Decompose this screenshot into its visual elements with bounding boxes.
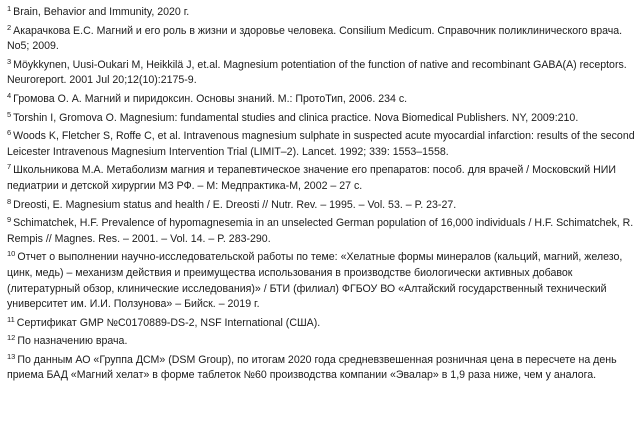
reference-item (7, 24, 636, 55)
reference-text: Акарачкова Е.С. Магний и его роль в жизни и здоровье человека. Consilium Medicum. Справочник поликлинического врача. No5; 2009. (7, 24, 623, 53)
reference-text: Dreosti, E. Magnesium status and health / E. Dreosti // Nutr. Rev. – 1995. – Vol. 53. – P. 23-27. (13, 198, 457, 211)
reference-item (7, 198, 636, 214)
reference-number: 9 (7, 215, 12, 225)
reference-number: 10 (7, 249, 16, 259)
reference-number: 4 (7, 90, 12, 100)
reference-item (7, 316, 636, 332)
reference-text: Школьникова М.А. Метаболизм магния и терапевтическое значение его препаратов: пособ. для врачей / Московский НИИ педиатрии и детской хирургии МЗ РФ. – М: Медпрактика-М, 2002 – 27 с. (7, 164, 616, 192)
reference-item (7, 58, 636, 89)
reference-item (7, 334, 636, 350)
reference-text: По назначению врача. (17, 335, 128, 348)
reference-item (7, 163, 636, 194)
reference-text: Brain, Behavior and Immunity, 2020 г. (13, 6, 190, 18)
reference-item (7, 353, 636, 384)
reference-text: Сертификат GMP №C0170889-DS-2, NSF International (США). (16, 316, 321, 329)
reference-item (7, 129, 636, 160)
reference-number: 11 (7, 314, 15, 324)
reference-item (7, 216, 636, 247)
reference-number: 2 (7, 22, 12, 32)
reference-number: 5 (7, 109, 12, 119)
reference-text: По данным АО «Группа ДСМ» (DSM Group), по итогам 2020 года средневзвешенная розничная цена в пересчете на день приема БАД «Магний хелат» в форме таблеток №60 производства компании «Эвалар» в 1,9 раза ниже, чем у аналога. (7, 353, 617, 382)
reference-number: 1 (7, 4, 12, 13)
reference-number: 8 (7, 196, 12, 206)
reference-text: Möykkynen, Uusi-Oukari M, Heikkilä J, et.al. Magnesium potentiation of the function of native and recombinant GABA(A) receptors. Neuroreport. 2001 Jul 20;12(10):2175-9. (7, 58, 627, 87)
reference-text: Отчет о выполнении научно-исследовательской работы по теме: «Хелатные формы минералов (кальций, магний, железо, цинк, медь) – механизм действия и преимущества использования в производстве биологически активных добавок (литературный обзор, клинические исследования)» / БТИ (филиал) ФГБОУ ВО «Алтайский государственный технический университет им. И.И. Ползунова» – Бийск. – 2019 г. (7, 251, 623, 311)
reference-text: Torshin I, Gromova O. Magnesium: fundamental studies and clinica practice. Nova Biomedical Publishers. NY, 2009:210. (13, 111, 579, 124)
reference-item (7, 5, 636, 21)
reference-text: Schimatchek, H.F. Prevalence of hypomagnesemia in an unselected German population of 16,000 individuals / H.F. Schimatchek, R. Rempis // Magnes. Res. – 2001. – Vol. 14. – P. 283-290. (7, 217, 634, 245)
reference-item (7, 92, 636, 108)
reference-number: 13 (7, 351, 16, 361)
reference-item (7, 111, 636, 127)
reference-item (7, 250, 636, 312)
reference-number: 3 (7, 56, 12, 66)
reference-text: Громова О. А. Магний и пиридоксин. Основы знаний. М.: ПротоТип, 2006. 234 с. (13, 92, 408, 105)
reference-number: 6 (7, 128, 12, 138)
reference-number: 7 (7, 162, 12, 172)
reference-text: Woods K, Fletcher S, Roffe C, et al. Intravenous magnesium sulphate in suspected acute myocardial infarction: results of the second Leicester Intravenous Magnesium Intervention Trial (LIMIT–2). Lancet. 1992; 339: 1553–1558. (7, 130, 635, 158)
reference-number: 12 (7, 333, 16, 343)
